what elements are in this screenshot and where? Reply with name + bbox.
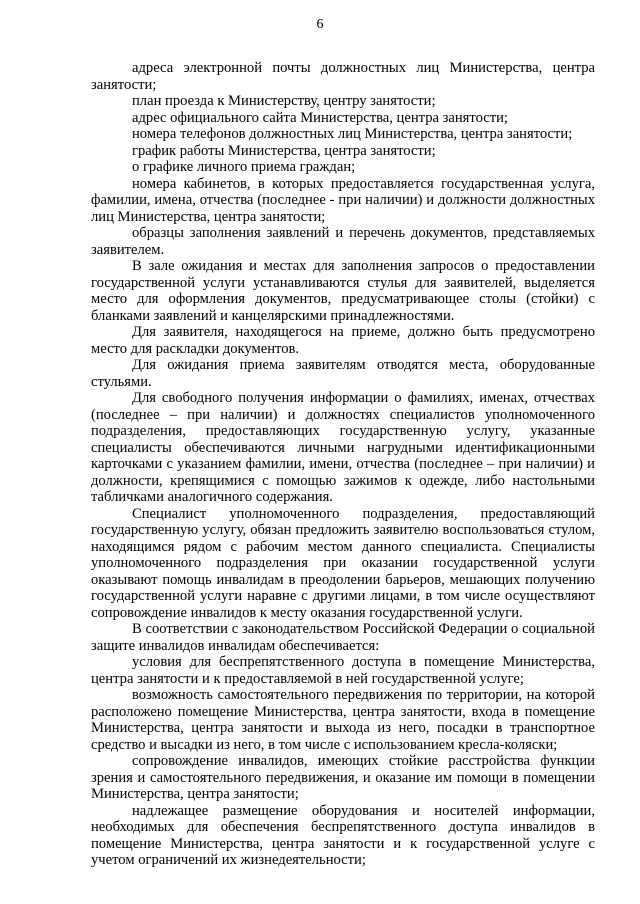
paragraph-document-space: Для заявителя, находящегося на приеме, должно быть предусмотрено место для раскладки документов. [91, 324, 595, 357]
paragraph-access-conditions: условия для беспрепятственного доступа в помещение Министерства, центра занятости и к предоставляемой в ней государственной услуге; [91, 654, 595, 687]
paragraph-reception-schedule: о графике личного приема граждан; [132, 159, 356, 175]
paragraph-travel-plan: план проезда к Министерству, центру занятости; [132, 93, 436, 109]
paragraph-id-badges: Для свободного получения информации о фамилиях, именах, отчествах (последнее – при наличии) и должностях специалистов уполномоченного подразделения, предоставляющих государственную услугу, указанные специалисты обеспечиваются личными нагрудными идентификационными карточками с указанием фамилии, имени, отчества (последнее – при наличии) и должности, крепящимися с помощью зажимов к одежде, либо настольными табличками аналогичного содержания. [91, 390, 595, 505]
paragraph-disability-law: В соответствии с законодательством Российской Федерации о социальной защите инвалидов инвалидам обеспечивается: [91, 621, 595, 654]
paragraph-official-site: адрес официального сайта Министерства, центра занятости; [132, 109, 508, 126]
paragraph-equipment-placement: надлежащее размещение оборудования и носителей информации, необходимых для обеспечения беспрепятственного доступа инвалидов в помещение Министерства, центра занятости и к государственной услуге с учетом ограничений их жизнедеятельности; [91, 802, 595, 868]
paragraph-office-numbers: номера кабинетов, в которых предоставляется государственная услуга, фамилии, имена, отчества (последнее - при наличии) и должности должностных лиц Министерства, центра занятости; [91, 175, 595, 225]
page-number: 6 [316, 17, 324, 32]
paragraph-escort: сопровождение инвалидов, имеющих стойкие расстройства функции зрения и самостоятельного передвижения, и оказание им помощи в помещении Министерства, центра занятости; [91, 753, 595, 802]
paragraph-work-schedule: график работы Министерства, центра занятости; [132, 142, 436, 159]
paragraph-phone-numbers: номера телефонов должностных лиц Министерства, центра занятости; [132, 126, 573, 142]
paragraph-independent-movement: возможность самостоятельного передвижения по территории, на которой расположено помещение Министерства, центра занятости, входа в помещение Министерства, центра занятости и выхода из него, посадки в транспортное средство и высадки из него, в том числе с использованием кресла-коляски; [91, 687, 595, 753]
paragraph-specialist-duties: Специалист уполномоченного подразделения, предоставляющий государственную услугу, обязан предложить заявителю воспользоваться стулом, находящимся рядом с рабочим местом данного специалиста. Специалисты уполномоченного подразделения при оказании государственной услуги оказывают помощь инвалидам в преодолении барьеров, мешающих получению государственной услуги наравне с другими лицами, в том числе осуществляют сопровождение инвалидов к месту оказания государственной услуги. [91, 505, 595, 621]
paragraph-waiting-seats: Для ожидания приема заявителям отводятся места, оборудованные стульями. [91, 357, 595, 390]
document-body [91, 60, 595, 869]
paragraph-email-addresses: адреса электронной почты должностных лиц Министерства, центра занятости; [91, 60, 595, 93]
paragraph-sample-forms: образцы заполнения заявлений и перечень документов, представляемых заявителем. [91, 225, 595, 258]
paragraph-waiting-hall: В зале ожидания и местах для заполнения запросов о предоставлении государственной услуги устанавливаются стулья для заявителей, выделяется место для оформления документов, предусматривающее столы (стойки) с бланками заявлений и канцелярскими принадлежностями. [91, 258, 595, 324]
